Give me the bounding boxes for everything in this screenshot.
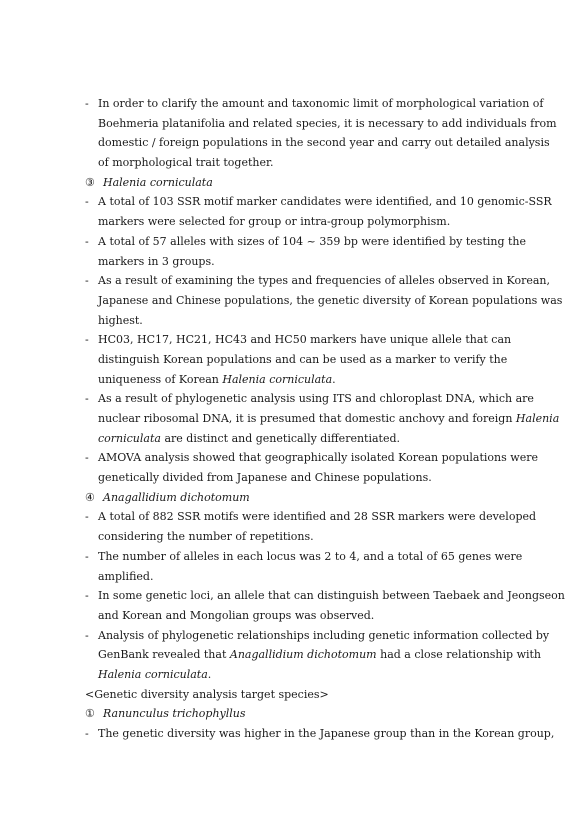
bullet-continuation: of morphological trait together. (98, 156, 274, 170)
bullet-continuation: Halenia corniculata. (98, 667, 212, 681)
bullet-line: - Analysis of phylogenetic relationships including genetic information collected by (85, 628, 550, 642)
bullet-continuation: Japanese and Chinese populations, the genetic diversity of Korean populations was (98, 293, 563, 307)
bullet-continuation: domestic / foreign populations in the second year and carry out detailed analysis (98, 136, 550, 150)
bullet-continuation: corniculata are distinct and genetically differentiated. (98, 431, 401, 445)
bullet-continuation: markers were selected for group or intra-group polymorphism. (98, 215, 451, 229)
bullet-continuation: highest. (98, 313, 143, 327)
bullet-continuation: considering the number of repetitions. (98, 530, 314, 544)
bullet-line: - As a result of examining the types and frequencies of alleles observed in Korean, (85, 274, 550, 288)
bullet-line: - The genetic diversity was higher in the Japanese group than in the Korean group, (85, 727, 555, 740)
bullet-line: - A total of 882 SSR motifs were identified and 28 SSR markers were developed (85, 510, 537, 524)
bullet-line: - In order to clarify the amount and taxonomic limit of morphological variation of (85, 97, 544, 110)
bullet-line: - HC03, HC17, HC21, HC43 and HC50 markers have unique allele that can (85, 333, 512, 347)
bullet-continuation: genetically divided from Japanese and Chinese populations. (98, 471, 432, 485)
bullet-continuation: and Korean and Mongolian groups was observed. (98, 608, 375, 622)
species-heading: ① Ranunculus trichophyllus (85, 707, 246, 721)
species-heading: ③ Halenia corniculata (85, 175, 213, 189)
bullet-continuation: markers in 3 groups. (98, 254, 215, 268)
section-title: <Genetic diversity analysis target species> (85, 687, 329, 701)
bullet-line: - As a result of phylogenetic analysis using ITS and chloroplast DNA, which are (85, 392, 534, 406)
bullet-continuation: uniqueness of Korean Halenia corniculata. (98, 372, 336, 386)
bullet-continuation: nuclear ribosomal DNA, it is presumed that domestic anchovy and foreign Halenia (98, 412, 560, 425)
document-body (85, 94, 565, 744)
species-heading: ④ Anagallidium dichotomum (85, 490, 250, 504)
bullet-line: - A total of 57 alleles with sizes of 104 ~ 359 bp were identified by testing the (85, 234, 527, 248)
bullet-line: - The number of alleles in each locus was 2 to 4, and a total of 65 genes were (85, 549, 523, 563)
bullet-continuation: amplified. (98, 569, 154, 583)
bullet-line: - In some genetic loci, an allele that can distinguish between Taebaek and Jeongseon (85, 589, 565, 603)
bullet-line: - A total of 103 SSR motif marker candidates were identified, and 10 genomic-SSR (85, 195, 552, 209)
bullet-continuation: Boehmeria platanifolia and related species, it is necessary to add individuals from (98, 116, 557, 130)
bullet-continuation: GenBank revealed that Anagallidium dichotomum had a close relationship with (98, 648, 542, 662)
bullet-continuation: distinguish Korean populations and can be used as a marker to verify the (98, 352, 508, 366)
bullet-line: - AMOVA analysis showed that geographically isolated Korean populations were (85, 451, 538, 465)
